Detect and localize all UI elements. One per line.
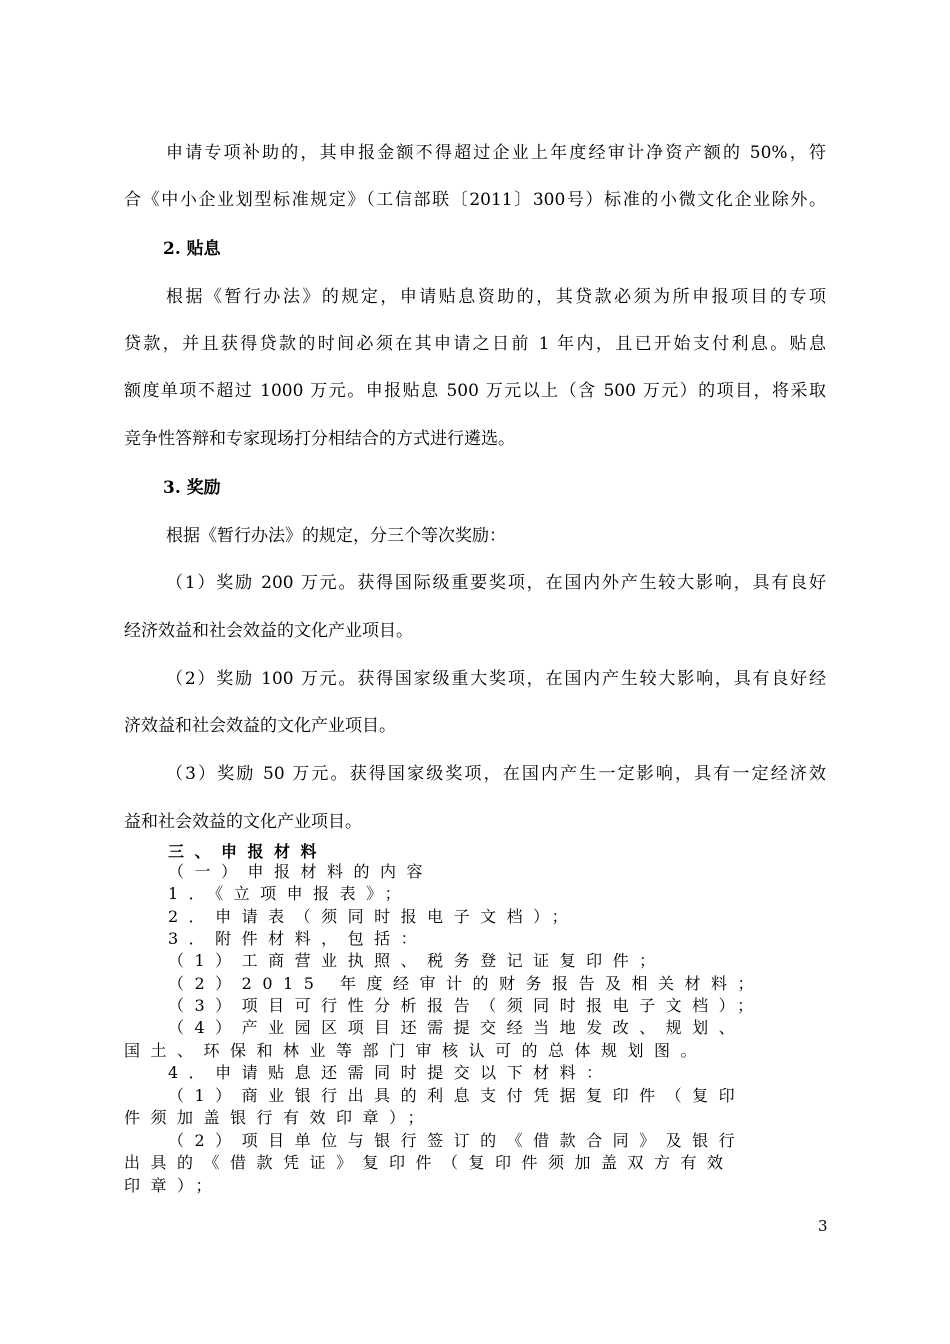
item-3: 3．附件材料，包括： xyxy=(168,929,428,948)
item-3-3: （3）项目可行性分析报告（须同时报电子文档）； xyxy=(168,996,764,1015)
subsection-title-contents: （一）申报材料的内容 xyxy=(168,862,434,881)
item-3-4-line2: 国土、环保和林业等部门审核认可的总体规划图。 xyxy=(124,1041,708,1060)
reward-tier1-line1: （1）奖励 200 万元。获得国际级重要奖项，在国内外产生较大影响，具有良好 xyxy=(166,573,826,593)
paragraph-interest-line2: 贷款，并且获得贷款的时间必须在其申请之日前 1 年内，且已开始支付利息。贴息 xyxy=(124,334,826,354)
reward-tier3-line2: 益和社会效益的文化产业项目。 xyxy=(124,812,362,832)
paragraph-interest-line3: 额度单项不超过 1000 万元。申报贴息 500 万元以上（含 500 万元）的项目，将采取 xyxy=(124,381,826,401)
section-title-materials: 三、申报材料 xyxy=(168,842,328,861)
item-3-2: （2）2015 年度经审计的财务报告及相关材料； xyxy=(168,974,764,993)
item-4-2-line1: （2）项目单位与银行签订的《借款合同》及银行 xyxy=(168,1131,746,1150)
item-3-4-line1: （4）产业园区项目还需提交经当地发改、规划、 xyxy=(168,1018,746,1037)
paragraph-subsidy-line2: 合《中小企业划型标准规定》（工信部联〔2011〕300号）标准的小微文化企业除外。 xyxy=(124,190,826,210)
reward-tier1-line2: 经济效益和社会效益的文化产业项目。 xyxy=(124,621,413,641)
paragraph-interest-line4: 竞争性答辩和专家现场打分相结合的方式进行遴选。 xyxy=(124,429,515,449)
item-4-2-line3: 印章）； xyxy=(124,1176,223,1195)
heading-interest-subsidy: 2. 贴息 xyxy=(163,239,221,259)
reward-tier3-line1: （3）奖励 50 万元。获得国家级奖项，在国内产生一定影响，具有一定经济效 xyxy=(166,764,826,784)
reward-tier2-line2: 济效益和社会效益的文化产业项目。 xyxy=(124,716,396,736)
reward-tier2-line1: （2）奖励 100 万元。获得国家级重大奖项，在国内产生较大影响，具有良好经 xyxy=(166,669,826,689)
item-1: 1．《立项申报表》； xyxy=(168,884,412,903)
paragraph-interest-line1: 根据《暂行办法》的规定，申请贴息资助的，其贷款必须为所申报项目的专项 xyxy=(166,287,826,307)
item-4: 4．申请贴息还需同时提交以下材料： xyxy=(168,1063,613,1082)
heading-reward: 3. 奖励 xyxy=(163,478,221,498)
paragraph-subsidy-line1: 申请专项补助的，其申报金额不得超过企业上年度经审计净资产额的 50%，符 xyxy=(166,143,826,163)
item-3-1: （1）工商营业执照、税务登记证复印件； xyxy=(168,951,666,970)
item-2: 2．申请表（须同时报电子文档）； xyxy=(168,907,579,926)
page-number: 3 xyxy=(818,1217,828,1235)
item-4-2-line2: 出具的《借款凭证》复印件（复印件须加盖双方有效 xyxy=(124,1153,734,1172)
paragraph-reward-intro: 根据《暂行办法》的规定，分三个等次奖励： xyxy=(166,526,506,546)
item-4-1-line1: （1）商业银行出具的利息支付凭据复印件（复印 xyxy=(168,1086,746,1105)
item-4-1-line2: 件须加盖银行有效印章）； xyxy=(124,1108,435,1127)
